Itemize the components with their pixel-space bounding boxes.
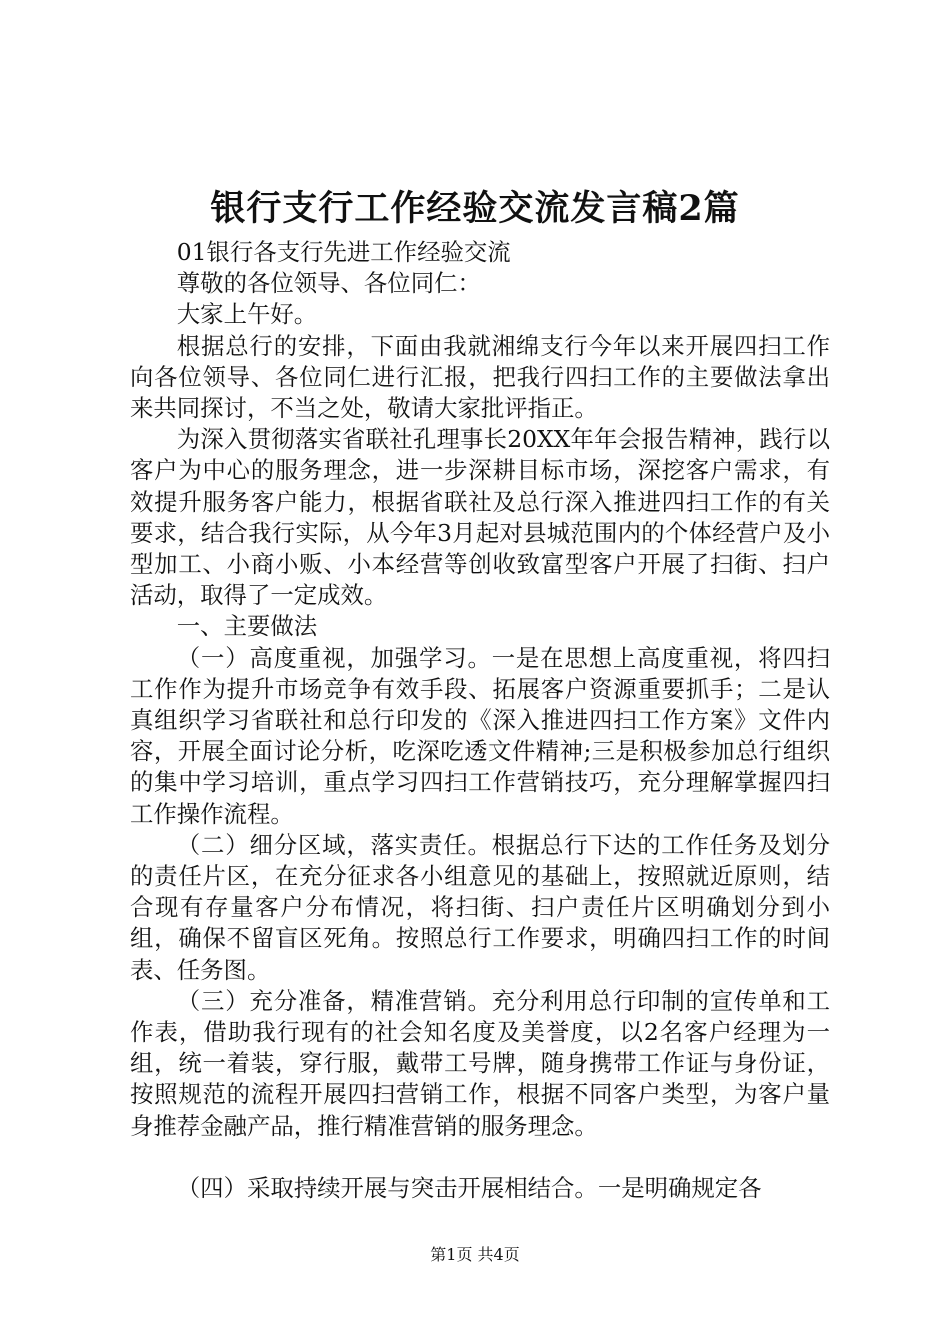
document-body	[130, 237, 830, 1204]
paragraph-practice-4: （四）采取持续开展与突击开展相结合。一是明确规定各	[176, 1173, 762, 1202]
paragraph-background: 为深入贯彻落实省联社孔理事长20XX年年会报告精神，践行以客户为中心的服务理念，进一步深耕目标市场，深挖客户需求，有效提升服务客户能力，根据省联社及总行深入推进四扫工作的有关要求，结合我行实际，从今年3月起对县城范围内的个体经营户及小型加工、小商小贩、小本经营等创收致富型客户开展了扫街、扫户活动，取得了一定成效。	[130, 425, 830, 610]
paragraph-salutation: 尊敬的各位领导、各位同仁：	[176, 269, 481, 298]
paragraph-practice-1: （一）高度重视，加强学习。一是在思想上高度重视，将四扫工作作为提升市场竞争有效手段、拓展客户资源重要抓手；二是认真组织学习省联社和总行印发的《深入推进四扫工作方案》文件内容，开展全面讨论分析，吃深吃透文件精神;三是积极参加总行组织的集中学习培训，重点学习四扫工作营销技巧，充分理解掌握四扫工作操作流程。	[130, 643, 830, 828]
paragraph-heading-main-practices: 一、主要做法	[176, 612, 318, 641]
page-footer: 第1页 共4页	[430, 1245, 520, 1264]
paragraph-greeting: 大家上午好。	[176, 300, 318, 329]
paragraph-section-heading: 01银行各支行先进工作经验交流	[176, 238, 511, 266]
document-title: 银行支行工作经验交流发言稿2篇	[210, 188, 740, 229]
paragraph-intro: 根据总行的安排，下面由我就湘绵支行今年以来开展四扫工作向各位领导、各位同仁进行汇报，把我行四扫工作的主要做法拿出来共同探讨，不当之处，敬请大家批评指正。	[130, 331, 830, 423]
paragraph-practice-3: （三）充分准备，精准营销。充分利用总行印制的宣传单和工作表，借助我行现有的社会知名度及美誉度，以2名客户经理为一组，统一着装，穿行服，戴带工号牌，随身携带工作证与身份证，按照规范的流程开展四扫营销工作，根据不同客户类型，为客户量身推荐金融产品，推行精准营销的服务理念。	[130, 986, 830, 1140]
paragraph-practice-2: （二）细分区域，落实责任。根据总行下达的工作任务及划分的责任片区，在充分征求各小组意见的基础上，按照就近原则，结合现有存量客户分布情况，将扫街、扫户责任片区明确划分到小组，确保不留盲区死角。按照总行工作要求，明确四扫工作的时间表、任务图。	[130, 830, 830, 984]
